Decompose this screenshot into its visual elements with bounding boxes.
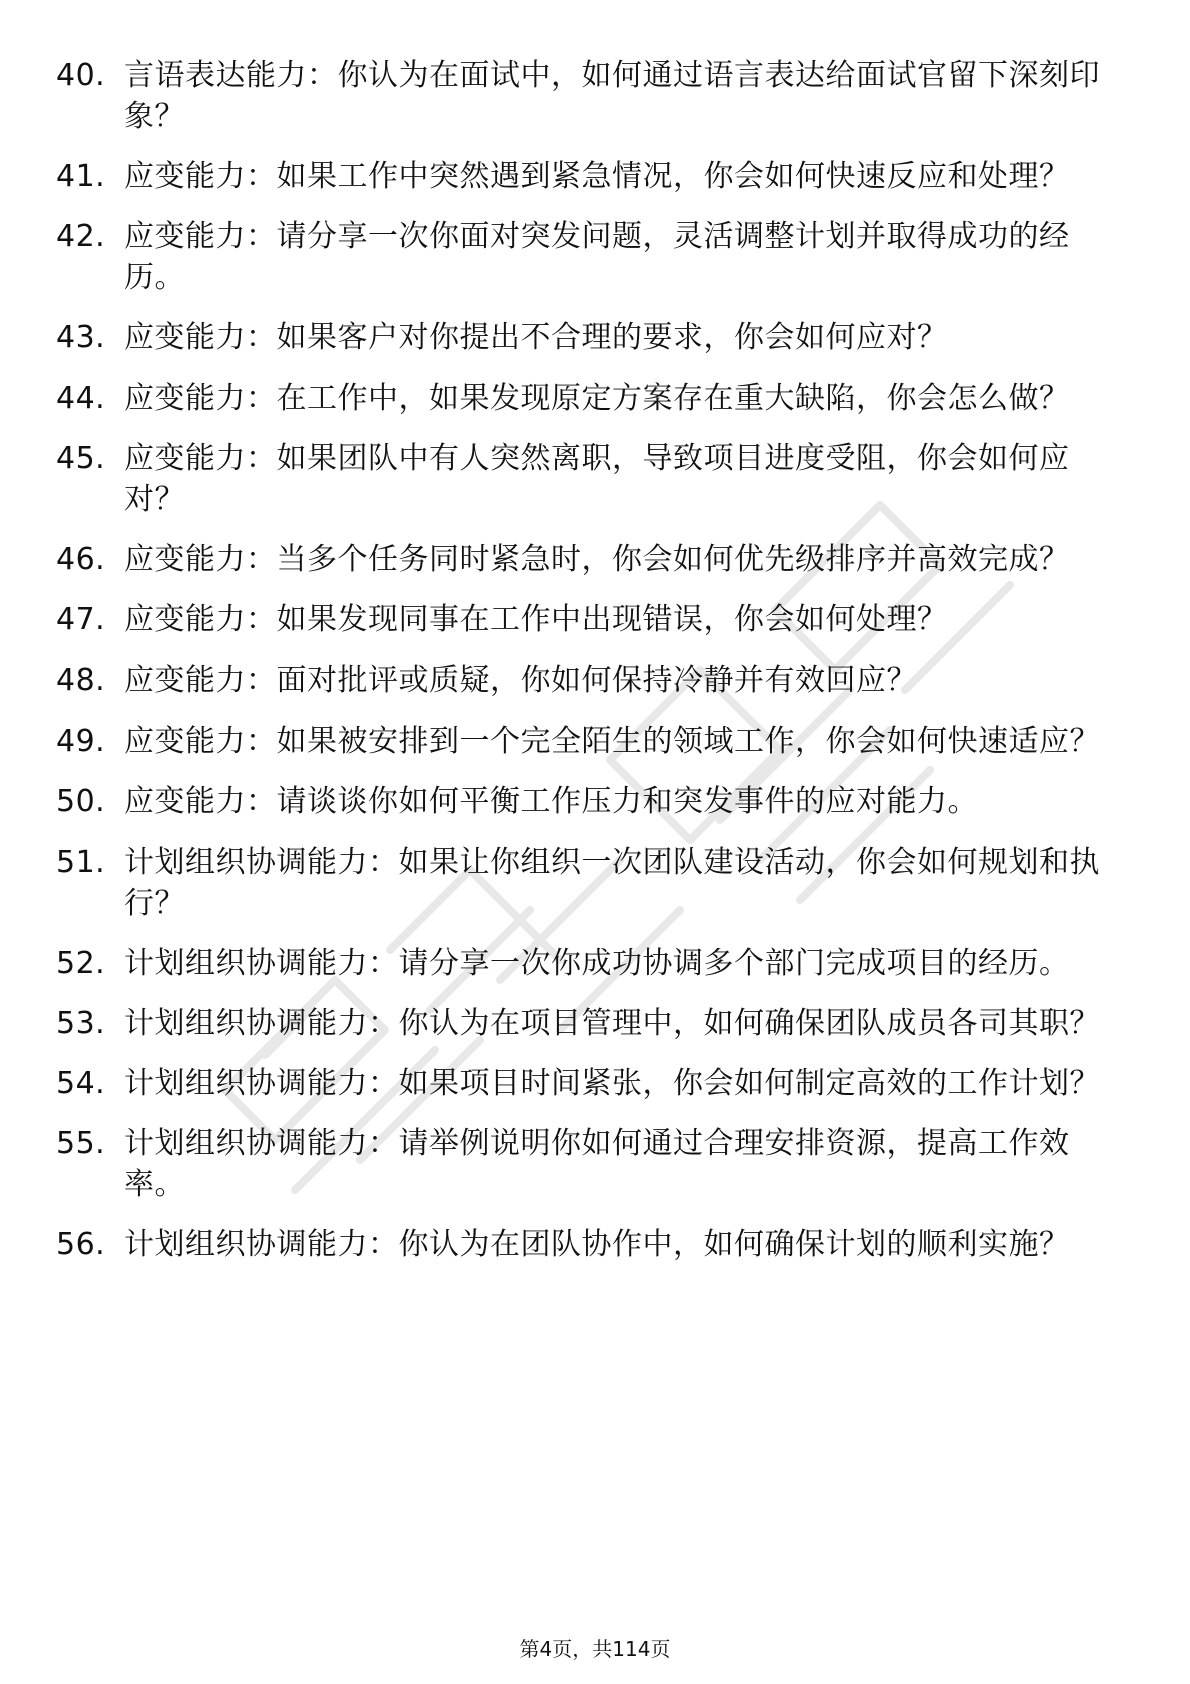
- question-item: [56, 1063, 1106, 1104]
- question-item: [56, 55, 1106, 137]
- page-indicator: 第4页，共114页: [519, 1637, 671, 1661]
- question-text: 应变能力：如果发现同事在工作中出现错误，你会如何处理？: [124, 602, 948, 637]
- question-item: [56, 599, 1106, 640]
- question-number: 53.: [56, 1006, 106, 1041]
- question-text: 计划组织协调能力：请举例说明你如何通过合理安排资源，提高工作效率。: [124, 1126, 1070, 1202]
- question-text: 应变能力：如果客户对你提出不合理的要求，你会如何应对？: [124, 320, 948, 355]
- question-item: [56, 660, 1106, 701]
- question-item: [56, 438, 1106, 520]
- question-number: 52.: [56, 946, 106, 981]
- question-text: 应变能力：如果团队中有人突然离职，导致项目进度受阻，你会如何应对？: [124, 441, 1070, 517]
- question-number: 51.: [56, 845, 106, 880]
- question-number: 43.: [56, 320, 106, 355]
- question-number: 42.: [56, 219, 106, 254]
- question-text: 计划组织协调能力：请分享一次你成功协调多个部门完成项目的经历。: [124, 946, 1070, 981]
- question-item: [56, 781, 1106, 822]
- question-item: [56, 1123, 1106, 1205]
- question-text: 应变能力：如果被安排到一个完全陌生的领域工作，你会如何快速适应？: [124, 724, 1100, 759]
- question-number: 44.: [56, 381, 106, 416]
- question-item: [56, 378, 1106, 419]
- question-item: [56, 721, 1106, 762]
- question-text: 言语表达能力：你认为在面试中，如何通过语言表达给面试官留下深刻印象？: [124, 58, 1100, 134]
- question-number: 40.: [56, 58, 106, 93]
- question-text: 应变能力：请谈谈你如何平衡工作压力和突发事件的应对能力。: [124, 784, 978, 819]
- question-text: 计划组织协调能力：你认为在项目管理中，如何确保团队成员各司其职？: [124, 1006, 1100, 1041]
- question-text: 应变能力：在工作中，如果发现原定方案存在重大缺陷，你会怎么做？: [124, 381, 1070, 416]
- question-item: [56, 1003, 1106, 1044]
- question-text: 应变能力：如果工作中突然遇到紧急情况，你会如何快速反应和处理？: [124, 159, 1070, 194]
- question-number: 41.: [56, 159, 106, 194]
- question-text: 应变能力：当多个任务同时紧急时，你会如何优先级排序并高效完成？: [124, 542, 1070, 577]
- question-text: 应变能力：请分享一次你面对突发问题，灵活调整计划并取得成功的经历。: [124, 219, 1070, 295]
- question-number: 45.: [56, 441, 106, 476]
- question-text: 计划组织协调能力：你认为在团队协作中，如何确保计划的顺利实施？: [124, 1227, 1070, 1262]
- question-item: [56, 943, 1106, 984]
- question-item: [56, 156, 1106, 197]
- question-list: [56, 55, 1106, 1284]
- question-text: 计划组织协调能力：如果让你组织一次团队建设活动，你会如何规划和执行？: [124, 845, 1100, 921]
- question-number: 48.: [56, 663, 106, 698]
- question-item: [56, 1224, 1106, 1265]
- question-item: [56, 216, 1106, 298]
- question-number: 49.: [56, 724, 106, 759]
- question-item: [56, 539, 1106, 580]
- question-item: [56, 317, 1106, 358]
- question-number: 55.: [56, 1126, 106, 1161]
- question-number: 54.: [56, 1066, 106, 1101]
- question-number: 56.: [56, 1227, 106, 1262]
- question-number: 47.: [56, 602, 106, 637]
- question-number: 46.: [56, 542, 106, 577]
- question-number: 50.: [56, 784, 106, 819]
- question-text: 计划组织协调能力：如果项目时间紧张，你会如何制定高效的工作计划？: [124, 1066, 1100, 1101]
- question-item: [56, 842, 1106, 924]
- question-text: 应变能力：面对批评或质疑，你如何保持冷静并有效回应？: [124, 663, 917, 698]
